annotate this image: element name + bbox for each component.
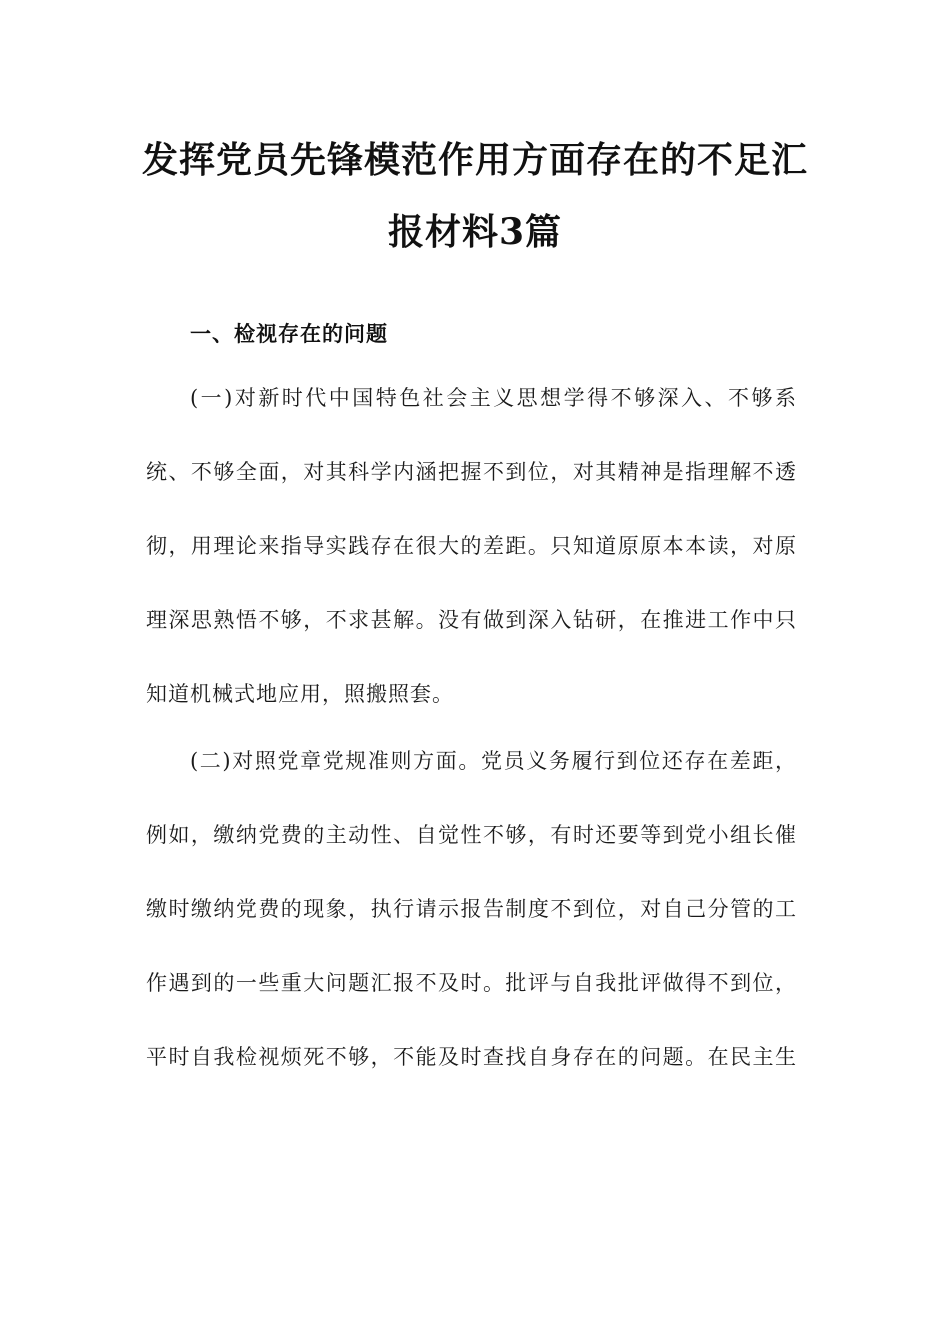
paragraph-line: 知道机械式地应用，照搬照套。 bbox=[146, 682, 454, 706]
paragraph-line: 理深思熟悟不够，不求甚解。没有做到深入钻研，在推进工作中只 bbox=[146, 608, 796, 632]
paragraph-line: (二)对照党章党规准则方面。党员义务履行到位还存在差距， bbox=[190, 749, 796, 773]
paragraph-line: 平时自我检视烦死不够，不能及时查找自身存在的问题。在民主生 bbox=[146, 1045, 796, 1069]
paragraph-line: 缴时缴纳党费的现象，执行请示报告制度不到位，对自己分管的工 bbox=[146, 897, 796, 921]
paragraph-line: 作遇到的一些重大问题汇报不及时。批评与自我批评做得不到位， bbox=[146, 971, 796, 995]
document-title-line-1: 发挥党员先锋模范作用方面存在的不足汇 bbox=[141, 139, 808, 181]
paragraph-line: 例如，缴纳党费的主动性、自觉性不够，有时还要等到党小组长催 bbox=[146, 823, 796, 847]
section-heading: 一、检视存在的问题 bbox=[190, 321, 388, 346]
paragraph-line: 彻，用理论来指导实践存在很大的差距。只知道原原本本读，对原 bbox=[146, 534, 796, 558]
paragraph-line: (一)对新时代中国特色社会主义思想学得不够深入、不够系 bbox=[190, 386, 796, 410]
paragraph-line: 统、不够全面，对其科学内涵把握不到位，对其精神是指理解不透 bbox=[146, 460, 796, 484]
document-title-line-2: 报材料3篇 bbox=[387, 211, 563, 253]
